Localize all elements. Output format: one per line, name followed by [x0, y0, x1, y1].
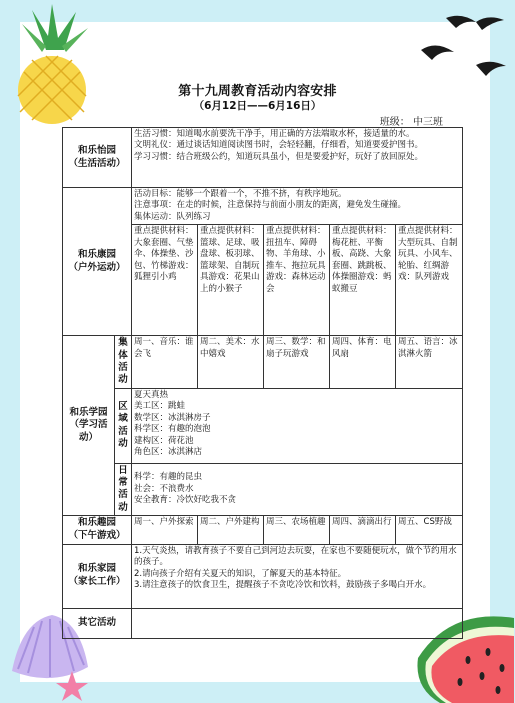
- outdoor-day-cell: 重点提供材料：篮球、足球、吸盘球、板羽球、篮球架、自制玩具游戏：花果山上的小猴子: [198, 225, 264, 336]
- section-outdoor-label: 和乐康园 （户外运动）: [63, 188, 132, 336]
- family-content: [132, 544, 463, 608]
- family-line: 3.请注意孩子的饮食卫生，提醒孩子不贪吃冷饮和饮料，鼓励孩子多喝白开水。: [134, 580, 432, 591]
- fun-day-cell: 周三、农场植趣: [264, 516, 330, 545]
- area-activity-label: 区域活动: [115, 388, 132, 463]
- fun-day-cell: 周四、滴滴出行: [330, 516, 396, 545]
- outdoor-day-cell: 重点提供材料：大象套圈、气垫伞、体操垫、沙包、竹梯游戏：狐狸引小鸡: [132, 225, 198, 336]
- row-learning-group: [63, 336, 463, 388]
- fun-day-cell: 周二、户外建构: [198, 516, 264, 545]
- group-activity-label: 集体活动: [115, 336, 132, 388]
- row-learning-area: [63, 388, 463, 463]
- area-line: 夏天真热: [134, 389, 169, 400]
- fun-day-cell: 周五、CS野战: [396, 516, 463, 545]
- life-line: 生活习惯：知道喝水前要洗干净手，用正确的方法端取水杯，接适量的水。: [134, 129, 415, 139]
- fun-day-cell: 周一、户外探索: [132, 516, 198, 545]
- class-label: 班级：: [379, 117, 410, 128]
- other-content: [132, 608, 463, 638]
- row-fun: [63, 516, 463, 545]
- daily-line: 安全教育：冷饮好吃我不贪: [134, 495, 237, 506]
- section-fun-label: 和乐趣园 （下午游戏）: [63, 516, 132, 545]
- life-line: 学习习惯：结合班级公约，知道玩具虽小，但是要爱护好，玩好了放回原处。: [134, 151, 424, 162]
- group-day-cell: 周一、音乐：谁会飞: [132, 336, 198, 388]
- section-learning-label: 和乐学园 （学习活动）: [63, 336, 115, 516]
- row-life: [63, 128, 463, 188]
- group-day-cell: 周二、美术：水中嬉戏: [198, 336, 264, 388]
- row-outdoor-goal: [63, 188, 463, 225]
- section-life-label: 和乐怡园 （生活活动）: [63, 128, 132, 188]
- family-line: 2.请向孩子介绍有关夏天的知识，了解夏天的基本特征。: [134, 568, 347, 579]
- outdoor-line: 注意事项：在走的时候，注意保持与前面小朋友的距离，避免发生碰撞。: [134, 200, 407, 211]
- life-line: 文明礼仪：通过谈话知道阅读图书时，会轻轻翻，仔细看，知道要爱护图书。: [134, 140, 424, 151]
- outdoor-line: 活动目标：能够一个跟着一个，不推不挤，有秩序地玩。: [134, 189, 347, 199]
- row-other: [63, 608, 463, 638]
- outdoor-day-cell: 重点提供材料：梅花桩、平衡板、高跷、大象套圈、跳跳板、体操圈游戏：蚂蚁搬豆: [330, 225, 396, 336]
- area-line: 角色区：冰淇淋店: [134, 447, 203, 458]
- daily-activity-label: 日常活动: [115, 463, 132, 515]
- row-learning-daily: [63, 463, 463, 515]
- class-info: [380, 113, 443, 128]
- area-line: 建构区：荷花池: [134, 435, 194, 446]
- outdoor-goal: [132, 188, 463, 225]
- outdoor-line: 集体运动：队列练习: [134, 211, 211, 222]
- daily-activity-content: [132, 463, 463, 515]
- date-range: （6月12日——6月16日）: [193, 100, 322, 112]
- area-activity-content: [132, 388, 463, 463]
- area-line: 美工区：跳蛙: [134, 401, 186, 412]
- area-line: 数学区：冰淇淋房子: [134, 412, 211, 423]
- page-title: 第十九周教育活动内容安排: [178, 84, 337, 99]
- class-name: 中三班: [413, 117, 443, 128]
- life-content: [132, 128, 463, 188]
- area-line: 科学区：有趣的泡泡: [134, 424, 211, 435]
- row-family: [63, 544, 463, 608]
- birds-decoration: [416, 10, 511, 85]
- family-line: 1.天气炎热，请教育孩子不要自己到河边去玩耍，在家也不要随便玩水，做个节约用水的孩子。: [134, 545, 457, 568]
- group-day-cell: 周五、语言：冰淇淋火箭: [396, 336, 463, 388]
- outdoor-day-cell: 重点提供材料：扭扭车、障碍物、羊角球、小推车、拖拉玩具游戏：森林运动会: [264, 225, 330, 336]
- section-family-label: 和乐家园 （家长工作）: [63, 544, 132, 608]
- daily-line: 科学：有趣的昆虫: [134, 472, 203, 483]
- section-other-label: 其它活动: [63, 608, 132, 638]
- outdoor-day-cell: 重点提供材料：大型玩具、自制玩具、小风车、轮胎、红绸游戏：队列游戏: [396, 225, 463, 336]
- schedule-table: [62, 127, 463, 639]
- group-day-cell: 周四、体育：电风扇: [330, 336, 396, 388]
- group-day-cell: 周三、数学：和扇子玩游戏: [264, 336, 330, 388]
- daily-line: 社会：不浪费水: [134, 483, 194, 494]
